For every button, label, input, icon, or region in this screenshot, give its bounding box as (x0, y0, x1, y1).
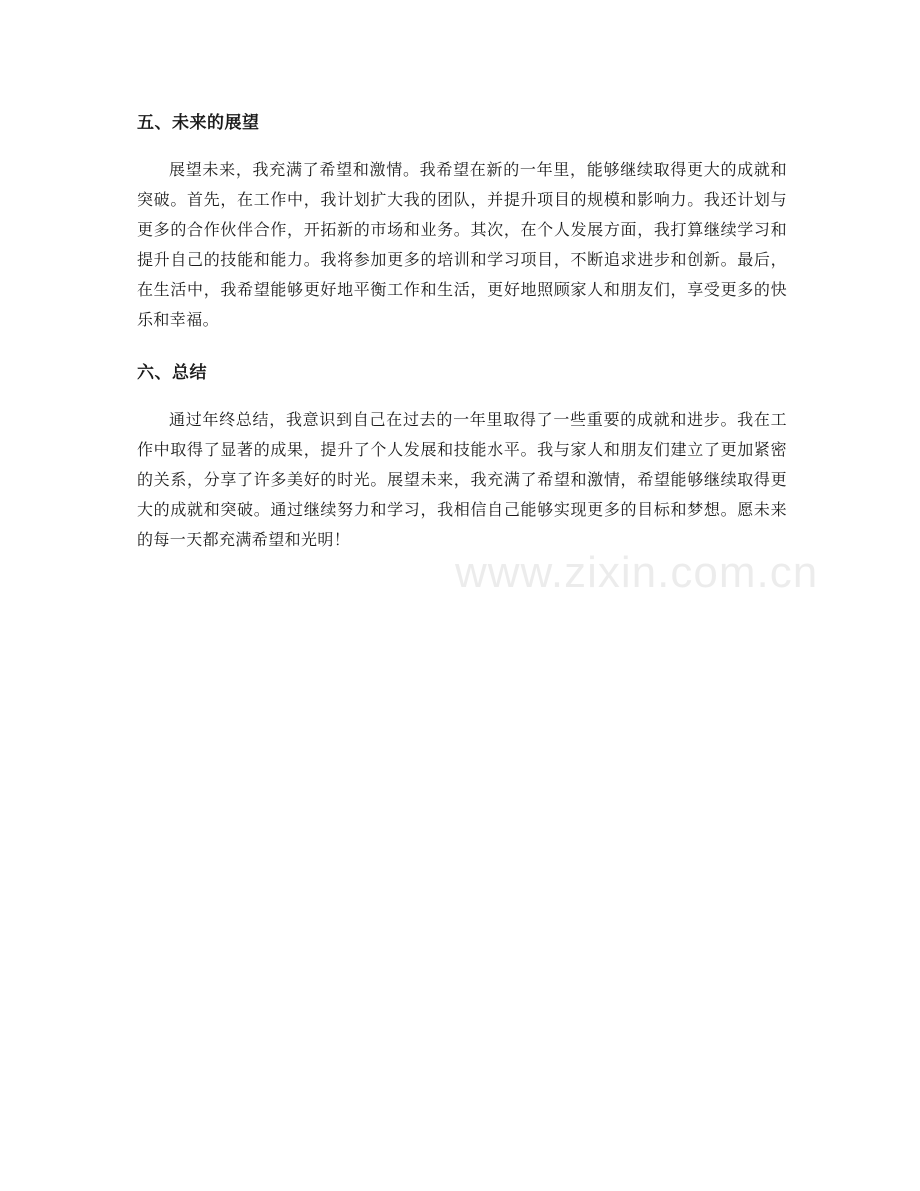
watermark: www.zixin.com.cn (455, 548, 819, 597)
section-heading-future-outlook: 五、未来的展望 (137, 113, 260, 133)
section-paragraph-future-outlook: 展望未来，我充满了希望和激情。我希望在新的一年里，能够继续取得更大的成就和突破。首先，在工作中，我计划扩大我的团队，并提升项目的规模和影响力。我还计划与更多的合作伙伴合作，开拓新的市场和业务。其次，在个人发展方面，我打算继续学习和提升自己的技能和能力。我将参加更多的培训和学习项目，不断追求进步和创新。最后，在生活中，我希望能够更好地平衡工作和生活，更好地照顾家人和朋友们，享受更多的快乐和幸福。 (137, 160, 787, 329)
section-heading-summary: 六、总结 (137, 363, 207, 383)
section-paragraph-summary: 通过年终总结，我意识到自己在过去的一年里取得了一些重要的成就和进步。我在工作中取得了显著的成果，提升了个人发展和技能水平。我与家人和朋友们建立了更加紧密的关系，分享了许多美好的时光。展望未来，我充满了希望和激情，希望能够继续取得更大的成就和突破。通过继续努力和学习，我相信自己能够实现更多的目标和梦想。愿未来的每一天都充满希望和光明！ (137, 410, 787, 549)
document-page (137, 108, 787, 555)
